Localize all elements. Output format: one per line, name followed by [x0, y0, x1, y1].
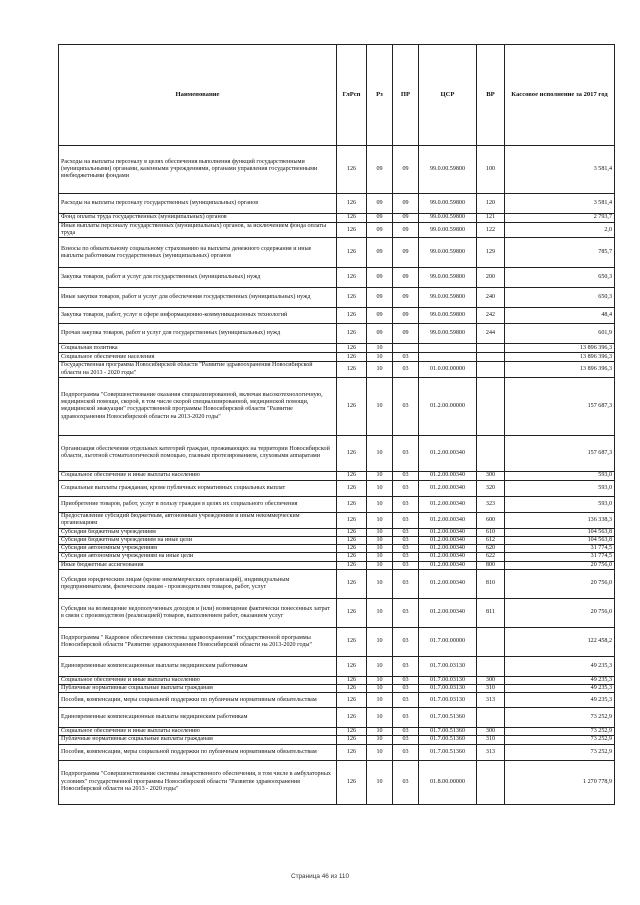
cell-pr: 03	[393, 471, 419, 480]
cell-vr	[477, 377, 505, 435]
cell-amount: 48,4	[505, 308, 615, 324]
cell-pr: 03	[393, 512, 419, 528]
cell-vr: 600	[477, 512, 505, 528]
cell-rz: 10	[367, 537, 393, 545]
cell-name: Пособия, компенсации, меры социальной поддержки по публичным нормативным обязательствам	[59, 693, 337, 708]
cell-glrsp: 126	[337, 471, 367, 480]
cell-glrsp: 126	[337, 146, 367, 194]
cell-rz: 10	[367, 496, 393, 512]
cell-name: Иные выплаты персоналу государственных (муниципальных) органов, за исключением фонда оплаты труда	[59, 223, 337, 238]
cell-glrsp: 126	[337, 480, 367, 496]
cell-glrsp: 126	[337, 353, 367, 362]
cell-glrsp: 126	[337, 537, 367, 545]
cell-glrsp: 126	[337, 512, 367, 528]
cell-rz: 09	[367, 324, 393, 344]
cell-rz: 10	[367, 708, 393, 728]
cell-amount: 13 896 396,3	[505, 344, 615, 353]
cell-glrsp: 126	[337, 268, 367, 288]
header-pr: ПР	[393, 45, 419, 146]
cell-amount: 650,3	[505, 288, 615, 308]
cell-vr: 620	[477, 545, 505, 553]
cell-name: Фонд оплаты труда государственных (муниципальных) органов	[59, 214, 337, 223]
cell-pr: 03	[393, 569, 419, 598]
cell-vr: 323	[477, 496, 505, 512]
cell-pr: 09	[393, 146, 419, 194]
budget-table	[58, 44, 615, 805]
cell-glrsp: 126	[337, 528, 367, 536]
cell-pr: 09	[393, 308, 419, 324]
cell-pr: 03	[393, 744, 419, 760]
cell-glrsp: 126	[337, 693, 367, 708]
cell-rz: 10	[367, 656, 393, 676]
cell-pr: 03	[393, 685, 419, 693]
cell-amount: 593,0	[505, 480, 615, 496]
table-row	[59, 744, 615, 760]
cell-vr: 810	[477, 569, 505, 598]
cell-csr: 01.7.00.03130	[419, 656, 477, 676]
table-row	[59, 537, 615, 545]
cell-rz: 10	[367, 627, 393, 656]
table-row	[59, 238, 615, 268]
table-row	[59, 308, 615, 324]
cell-glrsp: 126	[337, 728, 367, 736]
table-row	[59, 760, 615, 804]
cell-csr: 99.0.00.59800	[419, 223, 477, 238]
cell-amount: 13 896 396,3	[505, 353, 615, 362]
table-row	[59, 676, 615, 684]
cell-name: Подпрограмма "Совершенствование системы лекарственного обеспечения, в том числе в амбулаторных условиях" государственной программы Новосибирской области "Развитие здравоохранения Новосибирской области на 2013 - 2020 годы"	[59, 760, 337, 804]
cell-rz: 10	[367, 480, 393, 496]
cell-csr: 01.2.00.00000	[419, 377, 477, 435]
table-row	[59, 223, 615, 238]
table-row	[59, 214, 615, 223]
cell-pr: 03	[393, 693, 419, 708]
cell-rz: 10	[367, 528, 393, 536]
cell-rz: 10	[367, 569, 393, 598]
cell-pr: 03	[393, 627, 419, 656]
table-row	[59, 598, 615, 627]
cell-pr: 03	[393, 362, 419, 377]
cell-amount: 13 896 396,3	[505, 362, 615, 377]
cell-rz: 10	[367, 512, 393, 528]
cell-amount: 3 581,4	[505, 194, 615, 214]
cell-rz: 09	[367, 308, 393, 324]
cell-amount: 593,0	[505, 471, 615, 480]
cell-name: Взносы по обязательному социальному страхованию на выплаты денежного содержания и иные выплаты работникам государственных (муниципальных) органов	[59, 238, 337, 268]
table-row	[59, 728, 615, 736]
cell-name: Публичные нормативные социальные выплаты гражданам	[59, 685, 337, 693]
cell-name: Иные бюджетные ассигнования	[59, 561, 337, 569]
cell-vr: 300	[477, 728, 505, 736]
cell-rz: 09	[367, 268, 393, 288]
cell-amount: 136 338,3	[505, 512, 615, 528]
cell-pr: 03	[393, 353, 419, 362]
cell-csr: 01.2.00.00340	[419, 569, 477, 598]
cell-amount: 73 252,9	[505, 728, 615, 736]
cell-vr: 122	[477, 223, 505, 238]
cell-amount: 49 235,3	[505, 676, 615, 684]
cell-pr: 03	[393, 656, 419, 676]
cell-name: Расходы на выплаты персоналу в целях обеспечения выполнения функций государственными (муниципальными) органами, казенными учреждениями, органами управления государственными внебюджетными фондами	[59, 146, 337, 194]
cell-glrsp: 126	[337, 736, 367, 744]
table-row	[59, 268, 615, 288]
cell-vr: 242	[477, 308, 505, 324]
cell-pr: 03	[393, 528, 419, 536]
cell-vr: 800	[477, 561, 505, 569]
cell-glrsp: 126	[337, 569, 367, 598]
cell-vr: 310	[477, 685, 505, 693]
table-body	[59, 146, 615, 805]
cell-name: Субсидии бюджетным учреждениям	[59, 528, 337, 536]
cell-amount: 49 235,3	[505, 656, 615, 676]
cell-name: Социальные выплаты гражданам, кроме публичных нормативных социальных выплат	[59, 480, 337, 496]
cell-csr	[419, 353, 477, 362]
cell-csr	[419, 344, 477, 353]
cell-amount: 31 774,5	[505, 545, 615, 553]
cell-rz: 09	[367, 238, 393, 268]
cell-rz: 10	[367, 377, 393, 435]
page-number: Страница 46 из 110	[290, 873, 350, 880]
cell-vr: 610	[477, 528, 505, 536]
cell-glrsp: 126	[337, 435, 367, 471]
table-row	[59, 324, 615, 344]
table-row	[59, 480, 615, 496]
cell-name: Прочая закупка товаров, работ и услуг для государственных (муниципальных) нужд	[59, 324, 337, 344]
cell-name: Субсидии автономным учреждениям на иные цели	[59, 553, 337, 561]
cell-name: Субсидии юридическим лицам (кроме некоммерческих организаций), индивидуальным предпринимателям, физическим лицам - производителям товаров, работ, услуг	[59, 569, 337, 598]
cell-pr: 03	[393, 598, 419, 627]
cell-pr: 09	[393, 324, 419, 344]
cell-rz: 10	[367, 744, 393, 760]
cell-vr: 612	[477, 537, 505, 545]
cell-amount: 20 756,0	[505, 569, 615, 598]
cell-vr: 622	[477, 553, 505, 561]
cell-amount: 157 687,3	[505, 435, 615, 471]
cell-csr: 01.2.00.00340	[419, 496, 477, 512]
cell-vr	[477, 708, 505, 728]
cell-amount: 73 252,9	[505, 708, 615, 728]
cell-csr: 01.7.00.51360	[419, 728, 477, 736]
table-row	[59, 496, 615, 512]
table-row	[59, 362, 615, 377]
cell-csr: 01.0.00.00000	[419, 362, 477, 377]
table-row	[59, 288, 615, 308]
table-header-row	[59, 45, 615, 146]
cell-pr: 03	[393, 537, 419, 545]
cell-csr: 01.7.00.51360	[419, 736, 477, 744]
cell-name: Организация обеспечения отдельных категорий граждан, проживающих на территории Новосибирской области, льготной стоматологической помощью, глазным протезированием, слуховыми аппаратами	[59, 435, 337, 471]
table-row	[59, 528, 615, 536]
table-row	[59, 553, 615, 561]
cell-amount: 49 235,3	[505, 685, 615, 693]
header-name: Наименование	[59, 45, 337, 146]
cell-glrsp: 126	[337, 598, 367, 627]
cell-glrsp: 126	[337, 627, 367, 656]
table-row	[59, 627, 615, 656]
cell-name: Единовременные компенсационные выплаты медицинским работникам	[59, 708, 337, 728]
cell-name: Иные закупки товаров, работ и услуг для обеспечения государственных (муниципальных) нужд	[59, 288, 337, 308]
table-row	[59, 471, 615, 480]
table-row	[59, 685, 615, 693]
cell-rz: 09	[367, 214, 393, 223]
cell-pr: 03	[393, 760, 419, 804]
cell-name: Расходы на выплаты персоналу государственных (муниципальных) органов	[59, 194, 337, 214]
cell-csr: 01.7.00.51360	[419, 708, 477, 728]
table-row	[59, 569, 615, 598]
cell-amount: 2 793,7	[505, 214, 615, 223]
cell-glrsp: 126	[337, 496, 367, 512]
header-csr: ЦСР	[419, 45, 477, 146]
header-glrsp: ГлРсп	[337, 45, 367, 146]
cell-csr: 01.7.00.03130	[419, 676, 477, 684]
cell-name: Приобретение товаров, работ, услуг в пользу граждан в целях их социального обеспечения	[59, 496, 337, 512]
cell-pr: 03	[393, 561, 419, 569]
cell-glrsp: 126	[337, 223, 367, 238]
cell-vr	[477, 362, 505, 377]
cell-glrsp: 126	[337, 676, 367, 684]
cell-rz: 10	[367, 728, 393, 736]
cell-csr: 01.8.00.00000	[419, 760, 477, 804]
cell-rz: 10	[367, 471, 393, 480]
cell-csr: 99.0.00.59800	[419, 324, 477, 344]
cell-name: Публичные нормативные социальные выплаты гражданам	[59, 736, 337, 744]
cell-vr	[477, 656, 505, 676]
cell-name: Подпрограмма " Кадровое обеспечение системы здравоохранения" государственной программы Новосибирской области "Развитие здравоохранения Новосибирской области на 2013-2020 годы"	[59, 627, 337, 656]
cell-amount: 650,3	[505, 268, 615, 288]
table-row	[59, 708, 615, 728]
cell-rz: 10	[367, 545, 393, 553]
cell-name: Субсидии автономным учреждениям	[59, 545, 337, 553]
cell-pr: 03	[393, 377, 419, 435]
cell-amount: 785,7	[505, 238, 615, 268]
cell-amount: 122 458,2	[505, 627, 615, 656]
cell-pr: 03	[393, 545, 419, 553]
cell-glrsp: 126	[337, 561, 367, 569]
cell-rz: 10	[367, 676, 393, 684]
table-row	[59, 736, 615, 744]
cell-csr: 01.7.00.51360	[419, 744, 477, 760]
cell-csr: 99.0.00.59800	[419, 146, 477, 194]
cell-glrsp: 126	[337, 553, 367, 561]
cell-name: Социальное обеспечение и иные выплаты населению	[59, 728, 337, 736]
cell-pr: 09	[393, 214, 419, 223]
table-row	[59, 194, 615, 214]
cell-csr: 99.0.00.59800	[419, 194, 477, 214]
cell-csr: 01.2.00.00340	[419, 435, 477, 471]
cell-vr: 310	[477, 736, 505, 744]
cell-csr: 01.2.00.00340	[419, 537, 477, 545]
cell-amount: 3 581,4	[505, 146, 615, 194]
cell-amount: 104 563,8	[505, 537, 615, 545]
cell-vr: 320	[477, 480, 505, 496]
cell-glrsp: 126	[337, 685, 367, 693]
cell-csr: 01.2.00.00340	[419, 480, 477, 496]
cell-vr: 240	[477, 288, 505, 308]
cell-rz: 10	[367, 362, 393, 377]
cell-vr: 313	[477, 693, 505, 708]
cell-csr: 01.2.00.00340	[419, 512, 477, 528]
table-row	[59, 344, 615, 353]
cell-vr	[477, 344, 505, 353]
table-row	[59, 545, 615, 553]
cell-vr: 244	[477, 324, 505, 344]
cell-pr: 03	[393, 728, 419, 736]
cell-amount: 601,9	[505, 324, 615, 344]
cell-amount: 20 756,0	[505, 561, 615, 569]
cell-vr: 200	[477, 268, 505, 288]
cell-name: Подпрограмма "Совершенствование оказания специализированной, включая высокотехнологичную, медицинской помощи, скорой, в том числе скорой специализированной, медицинской помощи, медицинской эвакуации" государственной программы Новосибирской области "Развитие здравоохранения Новосибирской области на 2013-2020 годы"	[59, 377, 337, 435]
cell-rz: 10	[367, 760, 393, 804]
table-row	[59, 693, 615, 708]
cell-rz: 10	[367, 561, 393, 569]
cell-pr: 03	[393, 435, 419, 471]
cell-glrsp: 126	[337, 238, 367, 268]
cell-csr: 99.0.00.59800	[419, 308, 477, 324]
cell-amount: 20 756,0	[505, 598, 615, 627]
cell-pr: 03	[393, 480, 419, 496]
cell-pr: 03	[393, 553, 419, 561]
cell-pr: 09	[393, 268, 419, 288]
header-rz: Рз	[367, 45, 393, 146]
cell-csr: 01.2.00.00340	[419, 598, 477, 627]
header-vr: ВР	[477, 45, 505, 146]
cell-amount: 2,0	[505, 223, 615, 238]
cell-glrsp: 126	[337, 308, 367, 324]
cell-glrsp: 126	[337, 656, 367, 676]
cell-csr: 99.0.00.59800	[419, 238, 477, 268]
cell-rz: 09	[367, 223, 393, 238]
cell-amount: 73 252,9	[505, 744, 615, 760]
cell-csr: 01.7.00.03130	[419, 685, 477, 693]
cell-rz: 10	[367, 553, 393, 561]
cell-vr: 300	[477, 676, 505, 684]
table-row	[59, 146, 615, 194]
cell-vr: 313	[477, 744, 505, 760]
cell-csr: 01.7.00.00000	[419, 627, 477, 656]
table-row	[59, 656, 615, 676]
cell-name: Субсидии на возмещение недополученных доходов и (или) возмещение фактически понесенных затрат в связи с производством (реализацией) товаров, выполнением работ, оказанием услуг	[59, 598, 337, 627]
cell-glrsp: 126	[337, 545, 367, 553]
cell-glrsp: 126	[337, 708, 367, 728]
cell-name: Единовременные компенсационные выплаты медицинским работникам	[59, 656, 337, 676]
cell-pr	[393, 344, 419, 353]
table-row	[59, 377, 615, 435]
cell-glrsp: 126	[337, 324, 367, 344]
cell-pr: 03	[393, 708, 419, 728]
cell-vr	[477, 627, 505, 656]
cell-vr	[477, 435, 505, 471]
cell-pr: 09	[393, 288, 419, 308]
header-amount: Кассовое исполнение за 2017 год	[505, 45, 615, 146]
cell-amount: 73 252,9	[505, 736, 615, 744]
cell-name: Предоставление субсидий бюджетным, автономным учреждениям и иным некоммерческим организациям	[59, 512, 337, 528]
cell-name: Закупка товаров, работ, услуг в сфере информационно-коммуникационных технологий	[59, 308, 337, 324]
cell-vr: 129	[477, 238, 505, 268]
cell-glrsp: 126	[337, 362, 367, 377]
cell-csr: 01.2.00.00340	[419, 561, 477, 569]
cell-rz: 10	[367, 736, 393, 744]
table-row	[59, 561, 615, 569]
cell-amount: 49 235,3	[505, 693, 615, 708]
cell-amount: 593,0	[505, 496, 615, 512]
cell-glrsp: 126	[337, 760, 367, 804]
cell-csr: 01.2.00.00340	[419, 528, 477, 536]
cell-glrsp: 126	[337, 214, 367, 223]
cell-glrsp: 126	[337, 194, 367, 214]
cell-pr: 03	[393, 676, 419, 684]
cell-csr: 99.0.00.59800	[419, 214, 477, 223]
cell-vr: 121	[477, 214, 505, 223]
cell-amount: 31 774,5	[505, 553, 615, 561]
cell-amount: 157 687,3	[505, 377, 615, 435]
cell-vr: 100	[477, 146, 505, 194]
cell-csr: 99.0.00.59800	[419, 268, 477, 288]
cell-csr: 01.7.00.03130	[419, 693, 477, 708]
cell-vr: 811	[477, 598, 505, 627]
cell-csr: 01.2.00.00340	[419, 545, 477, 553]
cell-vr: 300	[477, 471, 505, 480]
cell-pr: 09	[393, 194, 419, 214]
cell-pr: 03	[393, 736, 419, 744]
cell-name: Социальная политика	[59, 344, 337, 353]
cell-glrsp: 126	[337, 288, 367, 308]
cell-vr	[477, 760, 505, 804]
cell-rz: 10	[367, 344, 393, 353]
cell-rz: 09	[367, 194, 393, 214]
cell-csr: 99.0.00.59800	[419, 288, 477, 308]
cell-vr: 120	[477, 194, 505, 214]
cell-rz: 10	[367, 353, 393, 362]
cell-amount: 1 270 778,9	[505, 760, 615, 804]
cell-pr: 09	[393, 238, 419, 268]
cell-name: Государственная программа Новосибирской области "Развитие здравоохранения Новосибирской области на 2013 - 2020 годы"	[59, 362, 337, 377]
cell-glrsp: 126	[337, 377, 367, 435]
cell-pr: 09	[393, 223, 419, 238]
cell-rz: 09	[367, 288, 393, 308]
cell-rz: 09	[367, 146, 393, 194]
cell-name: Социальное обеспечение населения	[59, 353, 337, 362]
cell-glrsp: 126	[337, 344, 367, 353]
cell-amount: 104 563,8	[505, 528, 615, 536]
cell-vr	[477, 353, 505, 362]
table-row	[59, 512, 615, 528]
cell-name: Социальное обеспечение и иные выплаты населению	[59, 676, 337, 684]
cell-name: Социальное обеспечение и иные выплаты населению	[59, 471, 337, 480]
cell-csr: 01.2.00.00340	[419, 553, 477, 561]
table-row	[59, 435, 615, 471]
cell-name: Закупка товаров, работ и услуг для государственных (муниципальных) нужд	[59, 268, 337, 288]
cell-csr: 01.2.00.00340	[419, 471, 477, 480]
cell-pr: 03	[393, 496, 419, 512]
cell-rz: 10	[367, 598, 393, 627]
cell-rz: 10	[367, 693, 393, 708]
cell-rz: 10	[367, 435, 393, 471]
cell-name: Субсидии бюджетным учреждениям на иные цели	[59, 537, 337, 545]
cell-name: Пособия, компенсации, меры социальной поддержки по публичным нормативным обязательствам	[59, 744, 337, 760]
cell-glrsp: 126	[337, 744, 367, 760]
table-row	[59, 353, 615, 362]
cell-rz: 10	[367, 685, 393, 693]
